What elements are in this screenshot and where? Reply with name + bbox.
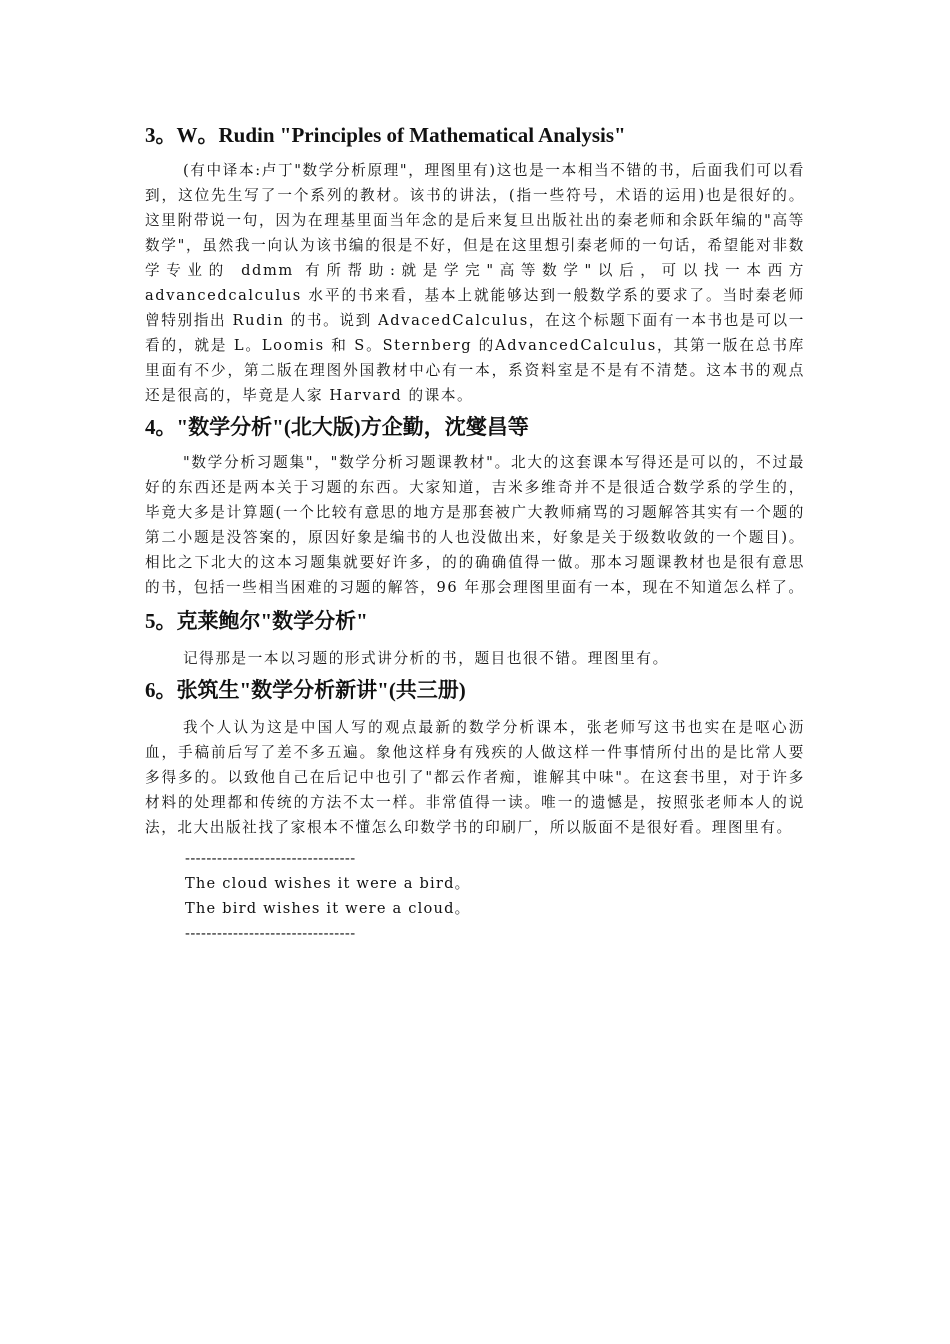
section-heading: 3。W。Rudin "Principles of Mathematical Analysis" [145, 123, 626, 147]
signature-quote [145, 846, 805, 946]
section-heading: 5。克莱鲍尔"数学分析" [145, 609, 368, 633]
quote-line: The cloud wishes it were a bird。 [185, 875, 471, 892]
section-paragraph: 记得那是一本以习题的形式讲分析的书，题目也很不错。理图里有。 [182, 650, 669, 667]
section-paragraph: (有中译本:卢丁"数学分析原理"，理图里有)这也是一本相当不错的书，后面我们可以看到，这位先生写了一个系列的教材。该书的讲法，(指一些符号，术语的运用)也是很好的。这里附带说一句，因为在理基里面当年念的是后来复旦出版社出的秦老师和余跃年编的"高等数学"，虽然我一向认为该书编的很是不好，但是在这里想引秦老师的一句话，希望能对非数学专业的 ddmm 有所帮助:就是学完"高等数学"以后，可以找一本西方advancedcalculus 水平的书来看，基本上就能够达到一般数学系的要求了。当时秦老师曾特别指出 Rudin 的书。说到 AdvacedCalculus，在这个标题下面有一本书也是可以一看的，就是 L。Loomis 和 S。Sternberg 的AdvancedCalculus，其第一版在总书库里面有不少，第二版在理图外国教材中心有一本，系资料室是不是有不清楚。这本书的观点还是很高的，毕竟是人家 Harvard 的课本。 [145, 162, 805, 404]
divider-top: -------------------------------- [185, 850, 356, 867]
section-rudin [145, 118, 805, 408]
section-zhang [145, 673, 805, 840]
section-paragraph: 我个人认为这是中国人写的观点最新的数学分析课本，张老师写这书也实在是呕心沥血，手稿前后写了差不多五遍。象他这样身有残疾的人做这样一件事情所付出的是比常人要多得多的。以致他自己在后记中也引了"都云作者痴，谁解其中味"。在这套书里，对于许多材料的处理都和传统的方法不太一样。非常值得一读。唯一的遗憾是，按照张老师本人的说法，北大出版社找了家根本不懂怎么印数学书的印刷厂，所以版面不是很好看。理图里有。 [145, 719, 805, 836]
document-page [145, 118, 805, 946]
quote-line: The bird wishes it were a cloud。 [185, 900, 471, 917]
section-beida [145, 410, 805, 600]
divider-bottom: -------------------------------- [185, 925, 356, 942]
section-heading: 4。"数学分析"(北大版)方企勤，沈燮昌等 [145, 415, 529, 439]
section-paragraph: "数学分析习题集"，"数学分析习题课教材"。北大的这套课本写得还是可以的，不过最好的东西还是两本关于习题的东西。大家知道，吉米多维奇并不是很适合数学系的学生的，毕竟大多是计算题(一个比较有意思的地方是那套被广大教师痛骂的习题解答其实有一个题的第二小题是没答案的，原因好象是编书的人也没做出来，好象是关于级数收敛的一个题目)。相比之下北大的这本习题集就要好许多，的的确确值得一做。那本习题课教材也是很有意思的书，包括一些相当困难的习题的解答，96 年那会理图里面有一本，现在不知道怎么样了。 [145, 454, 805, 596]
section-klambauer [145, 604, 805, 671]
section-heading: 6。张筑生"数学分析新讲"(共三册) [145, 678, 466, 702]
